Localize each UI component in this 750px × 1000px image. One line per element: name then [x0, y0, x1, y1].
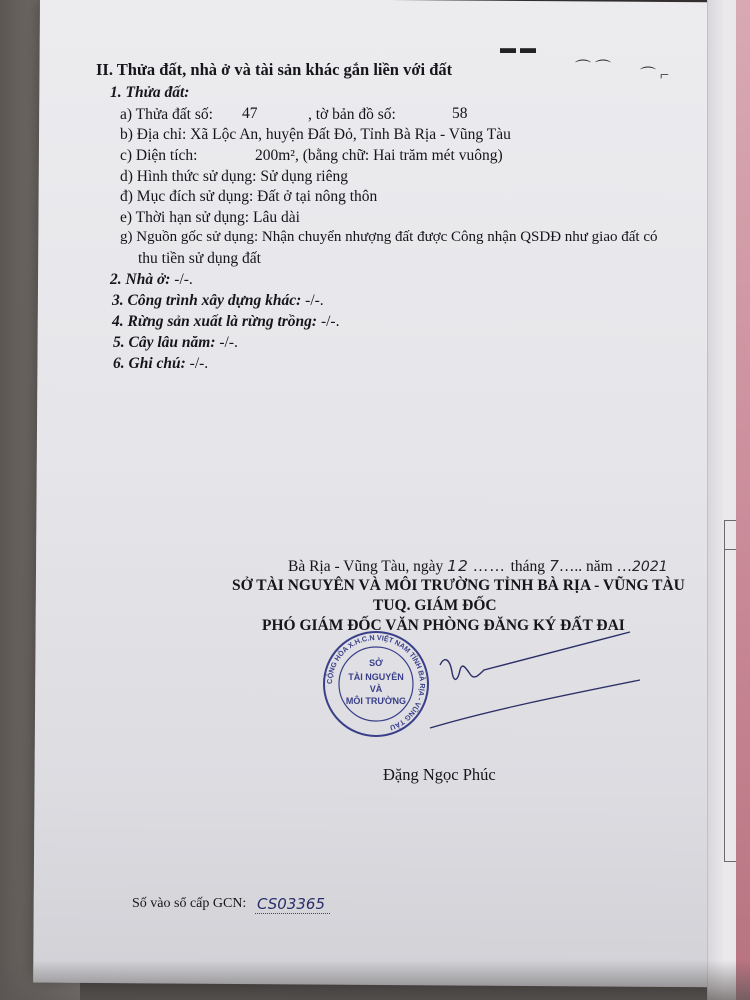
area-label: c) Diện tích:	[120, 147, 198, 164]
tuq-director: TUQ. GIÁM ĐỐC	[373, 597, 497, 614]
section-forest: 4. Rừng sản xuất là rừng trồng: -/-.	[112, 313, 340, 330]
land-title: 1. Thửa đất:	[110, 84, 190, 101]
issuing-organization: SỞ TÀI NGUYÊN VÀ MÔI TRƯỜNG TỈNH BÀ RỊA - VŨNG TÀU	[232, 577, 685, 594]
seal-line-2: TÀI NGUYÊN	[348, 672, 404, 682]
registry-dotted-line	[255, 913, 330, 914]
parcel-label: a) Thửa đất số:	[120, 106, 213, 123]
year-handwritten: 2021	[632, 559, 668, 575]
date-line: Bà Rịa - Vũng Tàu, ngày 12 …… tháng 7….. năm …2021	[288, 557, 668, 575]
registry-label: Số vào sổ cấp GCN:	[132, 896, 247, 911]
origin-line-1: g) Nguồn gốc sử dụng: Nhận chuyển nhượng đất được Công nhận QSDĐ như giao đất có	[120, 229, 658, 245]
top-scribble-3: ⌒ ⌐	[640, 67, 670, 84]
usage-purpose: đ) Mục đích sử dụng: Đất ở tại nông thôn	[120, 188, 378, 205]
signer-name: Đặng Ngọc Phúc	[383, 765, 496, 784]
map-number: 58	[452, 105, 468, 122]
seal-line-4: MÔI TRƯỜNG	[345, 696, 407, 706]
official-seal	[320, 628, 432, 740]
top-scribble-1: ▬ ▬	[500, 40, 536, 57]
area-value: 200m², (bằng chữ: Hai trăm mét vuông)	[255, 147, 503, 164]
bottom-shadow	[0, 960, 750, 1000]
pink-edge	[736, 0, 750, 1000]
month-handwritten: 7	[548, 557, 559, 575]
top-scribble-2: ⌒ ⌒	[575, 60, 612, 77]
origin-line-2: thu tiền sử dụng đất	[138, 250, 261, 267]
svg-text:CỘNG HÒA X.H.C.N VIỆT NAM TỈN	[325, 633, 427, 733]
signature-scribble	[400, 610, 680, 740]
registry-number: CS03365	[257, 895, 325, 913]
adjacent-page	[707, 0, 750, 1000]
usage-term: e) Thời hạn sử dụng: Lâu dài	[120, 209, 300, 226]
section-house: 2. Nhà ở: -/-.	[110, 271, 193, 288]
signer-position: PHÓ GIÁM ĐỐC VĂN PHÒNG ĐĂNG KÝ ĐẤT ĐAI	[262, 617, 625, 634]
section-perennial: 5. Cây lâu năm: -/-.	[113, 334, 238, 351]
seal-line-3: VÀ	[369, 684, 383, 694]
section-other-works: 3. Công trình xây dựng khác: -/-.	[112, 292, 324, 309]
section-heading: II. Thửa đất, nhà ở và tài sản khác gắn liền với đất	[96, 60, 453, 79]
map-label: , tờ bản đồ số:	[308, 106, 396, 123]
seal-line-1: SỞ	[369, 658, 383, 668]
day-handwritten: 12	[447, 557, 469, 575]
seal-outer-text: CỘNG HÒA X.H.C.N VIỆT NAM TỈNH BÀ RỊA - VŨNG TÀU	[324, 632, 428, 733]
parcel-number: 47	[242, 105, 258, 122]
usage-form: d) Hình thức sử dụng: Sử dụng riêng	[120, 168, 348, 185]
address: b) Địa chỉ: Xã Lộc An, huyện Đất Đỏ, Tỉnh Bà Rịa - Vũng Tàu	[120, 126, 511, 143]
section-notes: 6. Ghi chú: -/-.	[113, 355, 209, 372]
